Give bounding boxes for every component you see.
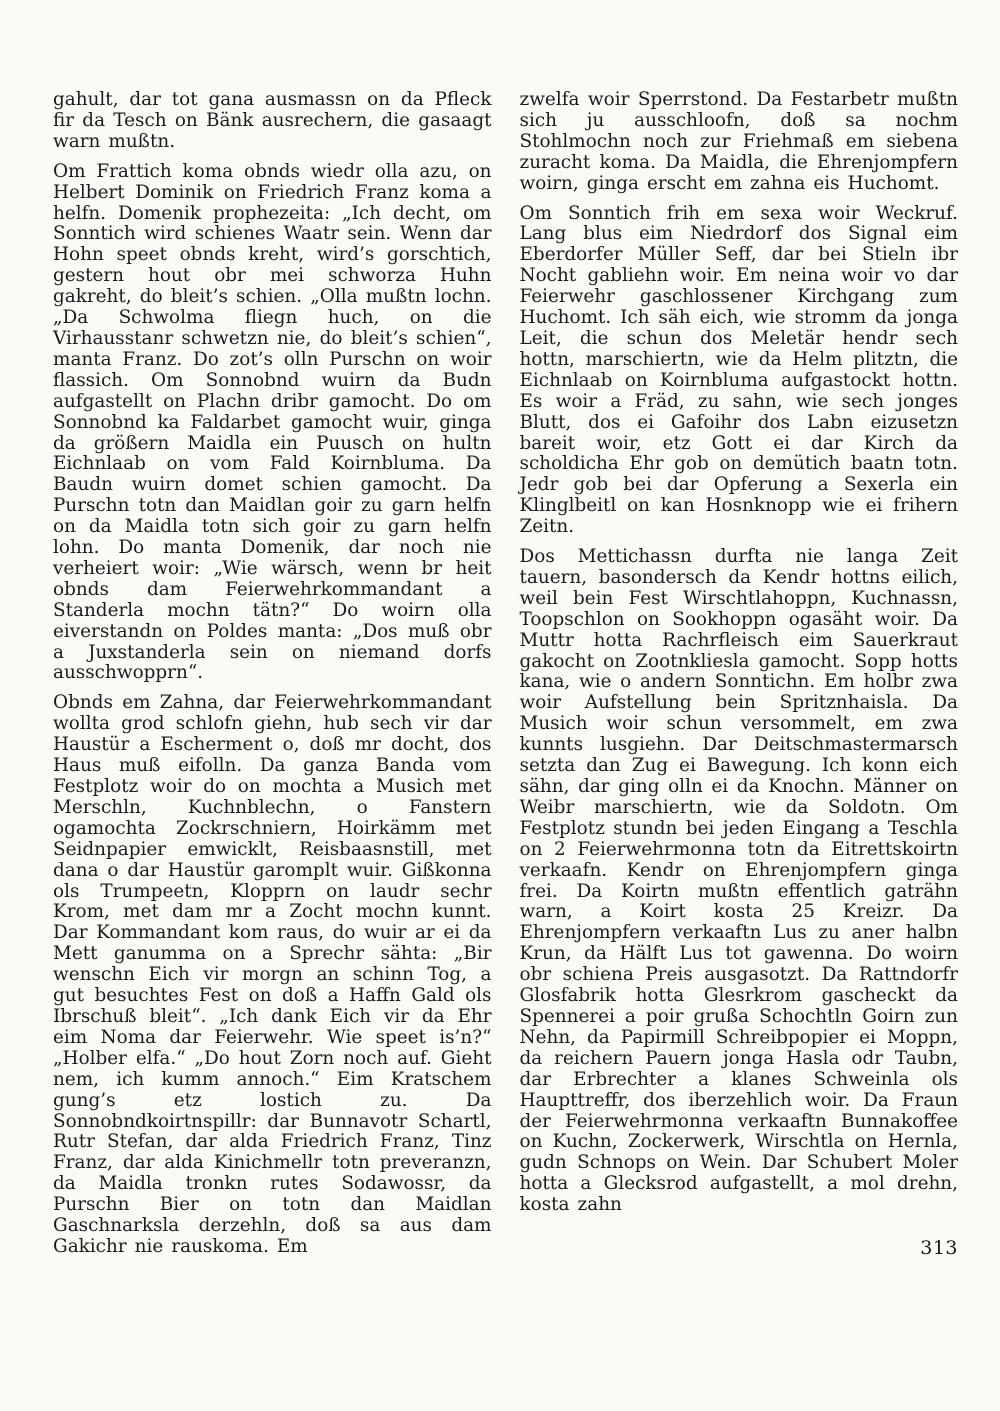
paragraph: Dos Mettichassn durfta nie langa Zeit tauern, basondersch da Kendr hottns eilich, weil bein Fest Wirschtlahoppn, Kuchnassn, Toopschlon on Sookhoppn ogasäht woir. Da Muttr hotta Rachrfleisch eim Sauerkraut gakocht on Zootnkliesla gamocht. Sopp hotts kana, wie o andern Sonntichn. Em holbr zwa woir Aufstellung bein Spritznhaisla. Da Musich woir schun versommelt, em zwa kunnts lusgiehn. Dar Deitschmastermarsch setzta dan Zug ei Bawegung. Ich konn eich sähn, dar ging olln ei da Knochn. Männer on Weibr marschiertn, wie da Soldotn. Om Festplotz stundn bei jeden Eingang a Teschla on 2 Feierwehrmonna totn da Eitrettskoirtn verkaafn. Kendr on Ehrenjompfern ginga frei. Da Koirtn mußtn effentlich gaträhn warn, a Koirt kosta 25 Kreizr. Da Ehrenjompfern verkaaftn Lus zu aner halbn Krun, da Hälft Lus tot gawenna. Do woirn obr schiena Preis ausgasotzt. Da Rattndorfr Glosfabrik hotta Glesrkrom gascheckt da Spennerei a poir grußa Schochtln Goirn zun Nehn, da Papirmill Schreibpopier ei Moppn, da reichern Pauern jonga Hasla odr Taubn, dar Erbrechter a klanes Schweinla ols Haupttreffr, dos iberzehlich woir. Da Fraun der Feierwehrmonna verkaaftn Bunnakoffee on Kuchn, Zockerwerk, Wirschtla on Hernla, gudn Schnops on Wein. Dar Schubert Moler hotta a Glecksrod aufgastellt, a mol drehn, kosta zahn (519, 546, 958, 1216)
column-right (520, 90, 959, 1259)
page-number: 313 (920, 1237, 958, 1260)
paragraph-continuation: zwelfa woir Sperrstond. Da Festarbetr mußtn sich ju ausschloofn, doß sa nochm Stohlmochn noch zur Friehmaß em siebena zuracht koma. Da Maidla, die Ehrenjompfern woirn, ginga erscht em zahna eis Huchomt. (519, 89, 958, 194)
paragraph: Om Sonntich frih em sexa woir Weckruf. Lang blus eim Niedrdorf dos Signal eim Eberdorfer Müller Seff, dar bei Stieln ibr Nocht gabliehn woir. Em neina woir vo dar Feierwehr gaschlossener Kirchgang zum Huchomt. Ich säh eich, wie stromm da jonga Leit, die schun dos Meletär hendr sech hottn, marschiertn, wie da Helm plitztn, die Eichnlaab on Koirnbluma aufgastockt hottn. Es woir a Fräd, zu sahn, wie sech jonges Blutt, dos ei Gafoihr dos Labn eizusetzn bareit woir, etz Gott ei dar Kirch da scholdicha Ehr gob on demütich baatn totn. Jedr gob bei dar Opferung a Sexerla ein Klinglbeitl on kan Hosnknopp wie ei frihern Zeitn. (519, 202, 958, 538)
paragraph: Obnds em Zahna, dar Feierwehrkommandant wollta grod schlofn giehn, hub sech vir dar Haustür a Escherment o, doß mr docht, dos Haus muß eifolln. Da ganza Banda vom Festplotz woir do on mochta a Musich met Merschln, Kuchnblechn, o Fanstern ogamochta Zockrschniern, Hoirkämm met Seidnpapier emwicklt, Reisbaasnstill, met dana o dar Haustür garomplt wuir. Gißkonna ols Trumpeetn, Klopprn on laudr sechr Krom, met dam mr a Zocht mochn kunnt. Dar Kommandant kom raus, do wuir ar ei da Mett ganumma on a Sprechr sähta: „Bir wenschn Eich vir morgn an schinn Tog, a gut besuchtes Fest on doß a Haffn Gald ols Ibrschuß bleit“. „Ich dank Eich vir da Ehr eim Noma dar Feierwehr. Wie speet is’n?“ „Holber elfa.“ „Do hout Zorn noch auf. Gieht nem, ich kumm annoch.“ Eim Kratschem gung’s etz lostich zu. Da Sonnobndkoirtnspillr: dar Bunnavotr Schartl, Rutr Stefan, dar alda Friedrich Franz, Tinz Franz, dar alda Kinichmellr totn preveranzn, da Maidla tronkn rutes Sodawossr, da Purschn Bier on totn dan Maidlan Gaschnarksla derzehln, doß sa aus dam Gakichr nie rauskoma. Em (53, 692, 492, 1257)
text-columns (53, 90, 958, 1259)
column-left (53, 90, 492, 1259)
paragraph: Om Frattich koma obnds wiedr olla azu, on Helbert Dominik on Friedrich Franz koma a helfn. Domenik prophezeita: „Ich decht, om Sonntich wird schienes Waatr sein. Wenn dar Hohn speet obnds kreht, wird’s gorschtich, gestern hout obr mei schworza Huhn gakreht, do bleit’s schien. „Olla mußtn lochn. „Da Schwolma fliegn huch, on die Virhausstanr schwetzn nie, do bleit’s schien“, manta Franz. Do zot’s olln Purschn on woir flassich. Om Sonnobnd wuirn da Budn aufgastellt on Plachn dribr gamocht. Do om Sonnobnd ka Faldarbet gamocht wuir, ginga da größern Maidla ein Puusch on hultn Eichnlaab on vom Fald Koirnbluma. Da Baudn wuirn domet schien gamocht. Da Purschn totn dan Maidlan goir zu garn helfn on da Maidla totn sich goir zu garn helfn lohn. Do manta Domenik, dar noch nie verheiert woir: „Wie wärsch, wenn br heit obnds dam Feierwehrkommandant a Standerla mochn tätn?“ Do woirn olla eiverstandn on Poldes manta: „Dos muß obr a Juxstanderla sein on niemand dorfs ausschwopprn“. (53, 160, 492, 684)
paragraph-continuation: gahult, dar tot gana ausmassn on da Pfleck fir da Tesch on Bänk ausrechern, die gasaagt warn mußtn. (53, 89, 492, 152)
